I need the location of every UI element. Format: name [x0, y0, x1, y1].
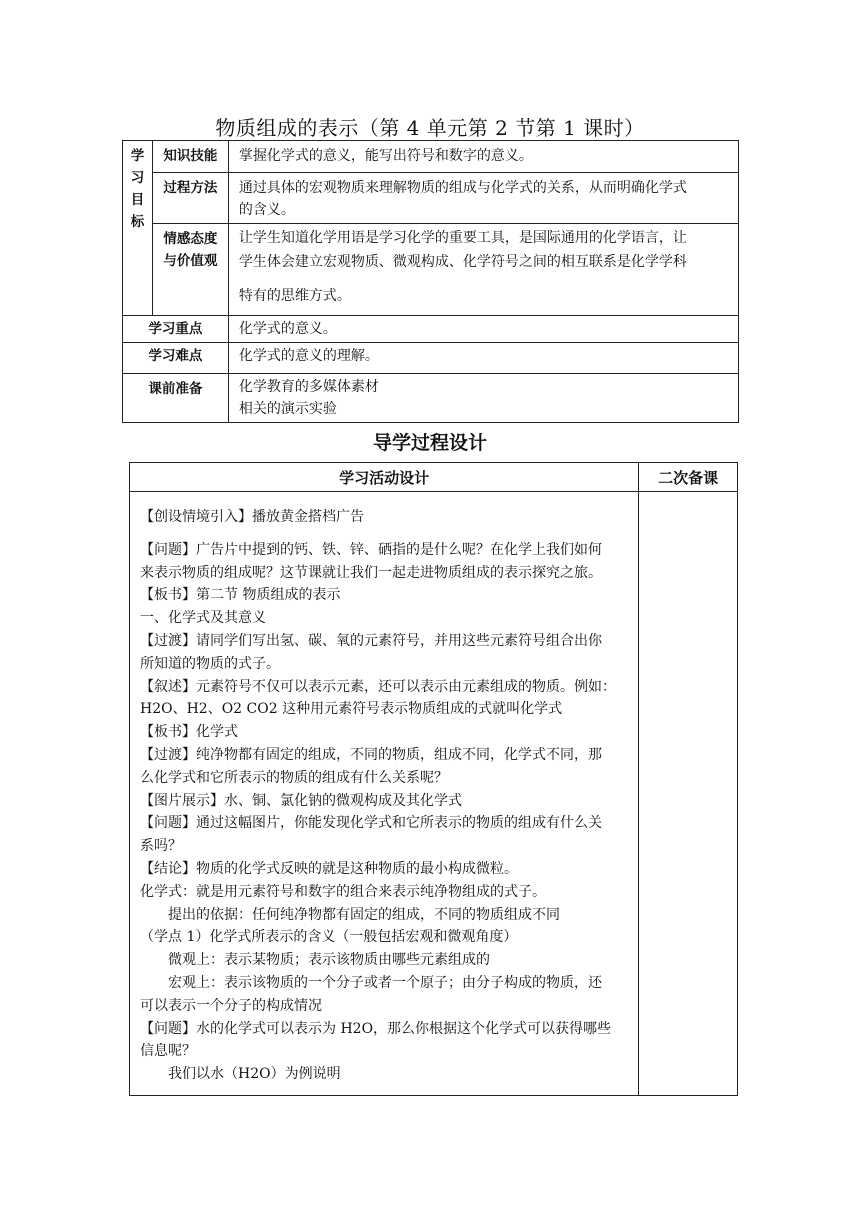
line-transition-2a: 【过渡】纯净物都有固定的组成，不同的物质，组成不同，化学式不同，那: [140, 746, 602, 763]
objective-text-method: [228, 173, 738, 224]
line-board-2: 【板书】化学式: [140, 724, 238, 741]
label-line: 与价值观: [163, 253, 218, 269]
text-line: 的含义。: [238, 202, 295, 218]
line-basis: 提出的依据：任何纯净物都有固定的组成，不同的物质组成不同: [168, 906, 560, 923]
label-line: 情感态度: [163, 231, 218, 247]
line-macro-a: 宏观上：表示该物质的一个分子或者一个原子；由分子构成的物质，还: [168, 974, 602, 991]
second-prep-header: 二次备课: [639, 463, 738, 492]
text-line: 特有的思维方式。: [238, 288, 351, 304]
line-question-1a: 【问题】广告片中提到的钙、铁、锌、硒指的是什么呢？在化学上我们如何: [140, 541, 602, 558]
preparation-label: 课前准备: [123, 374, 229, 423]
line-example: 我们以水（H2O）为例说明: [168, 1066, 341, 1083]
text-line: 相关的演示实验: [238, 401, 337, 417]
objectives-table: [122, 140, 739, 423]
process-table: [129, 462, 738, 1096]
objective-text-knowledge: 掌握化学式的意义，能写出符号和数字的意义。: [228, 141, 738, 173]
line-question-3b: 信息呢？: [140, 1043, 196, 1060]
line-section-1: 一、化学式及其意义: [140, 610, 266, 627]
line-point-1: （学点 1）化学式所表示的含义（一般包括宏观和微观角度）: [140, 929, 518, 946]
second-prep-cell: [639, 492, 738, 1096]
line-narrate-a: 【叙述】元素符号不仅可以表示元素，还可以表示由元素组成的物质。例如：: [140, 678, 616, 695]
text-line: 让学生知道化学用语是学习化学的重要工具，是国际通用的化学语言，让: [238, 230, 687, 246]
text-line: 通过具体的宏观物质来理解物质的组成与化学式的关系，从而明确化学式: [238, 180, 687, 196]
line-definition: 化学式：就是用元素符号和数字的组合来表示纯净物组成的式子。: [140, 883, 546, 900]
key-point-label: 学习重点: [123, 316, 229, 343]
group-label-char: 目: [130, 192, 145, 208]
page-title: 物质组成的表示（第 4 单元第 2 节第 1 课时）: [215, 116, 645, 140]
activity-design-header: 学习活动设计: [130, 463, 639, 492]
line-question-3a: 【问题】水的化学式可以表示为 H2O，那么你根据这个化学式可以获得哪些: [140, 1020, 612, 1037]
line-transition-1b: 所知道的物质的式子。: [140, 655, 280, 672]
group-label-char: 习: [130, 170, 145, 186]
objective-label-method: 过程方法: [152, 173, 228, 224]
objectives-group-label: [123, 141, 153, 316]
line-question-1b: 来表示物质的组成呢？这节课就让我们一起走进物质组成的表示探究之旅。: [140, 564, 602, 581]
section-heading: 导学过程设计: [372, 432, 487, 454]
objective-label-attitude: [152, 224, 228, 316]
line-transition-2b: 么化学式和它所表示的物质的组成有什么关系呢？: [140, 769, 448, 786]
text-line: 化学教育的多媒体素材: [238, 379, 379, 395]
line-board-1: 【板书】第二节 物质组成的表示: [140, 587, 341, 604]
difficulty-text: 化学式的意义的理解。: [228, 343, 738, 374]
difficulty-label: 学习难点: [123, 343, 229, 374]
activity-content: [130, 492, 639, 1096]
text-line: 学生体会建立宏观物质、微观构成、化学符号之间的相互联系是化学学科: [238, 254, 687, 270]
line-transition-1a: 【过渡】请同学们写出氢、碳、氧的元素符号，并用这些元素符号组合出你: [140, 632, 602, 649]
line-narrate-b: H2O、H2、O2 CO2 这种用元素符号表示物质组成的式就叫化学式: [140, 701, 563, 718]
line-question-2a: 【问题】通过这幅图片，你能发现化学式和它所表示的物质的组成有什么关: [140, 815, 602, 832]
line-conclusion: 【结论】物质的化学式反映的就是这种物质的最小构成微粒。: [140, 860, 518, 877]
line-macro-b: 可以表示一个分子的构成情况: [140, 997, 322, 1014]
key-point-text: 化学式的意义。: [228, 316, 738, 343]
line-question-2b: 系吗？: [140, 838, 182, 855]
line-intro: 【创设情境引入】播放黄金搭档广告: [140, 509, 364, 525]
group-label-char: 学: [130, 148, 145, 164]
objective-label-knowledge: 知识技能: [152, 141, 228, 173]
preparation-text: [228, 374, 738, 423]
line-micro: 微观上：表示某物质；表示该物质由哪些元素组成的: [168, 952, 490, 969]
objective-text-attitude: [228, 224, 738, 316]
line-picture: 【图片展示】水、铜、氯化钠的微观构成及其化学式: [140, 792, 462, 809]
group-label-char: 标: [130, 214, 145, 230]
